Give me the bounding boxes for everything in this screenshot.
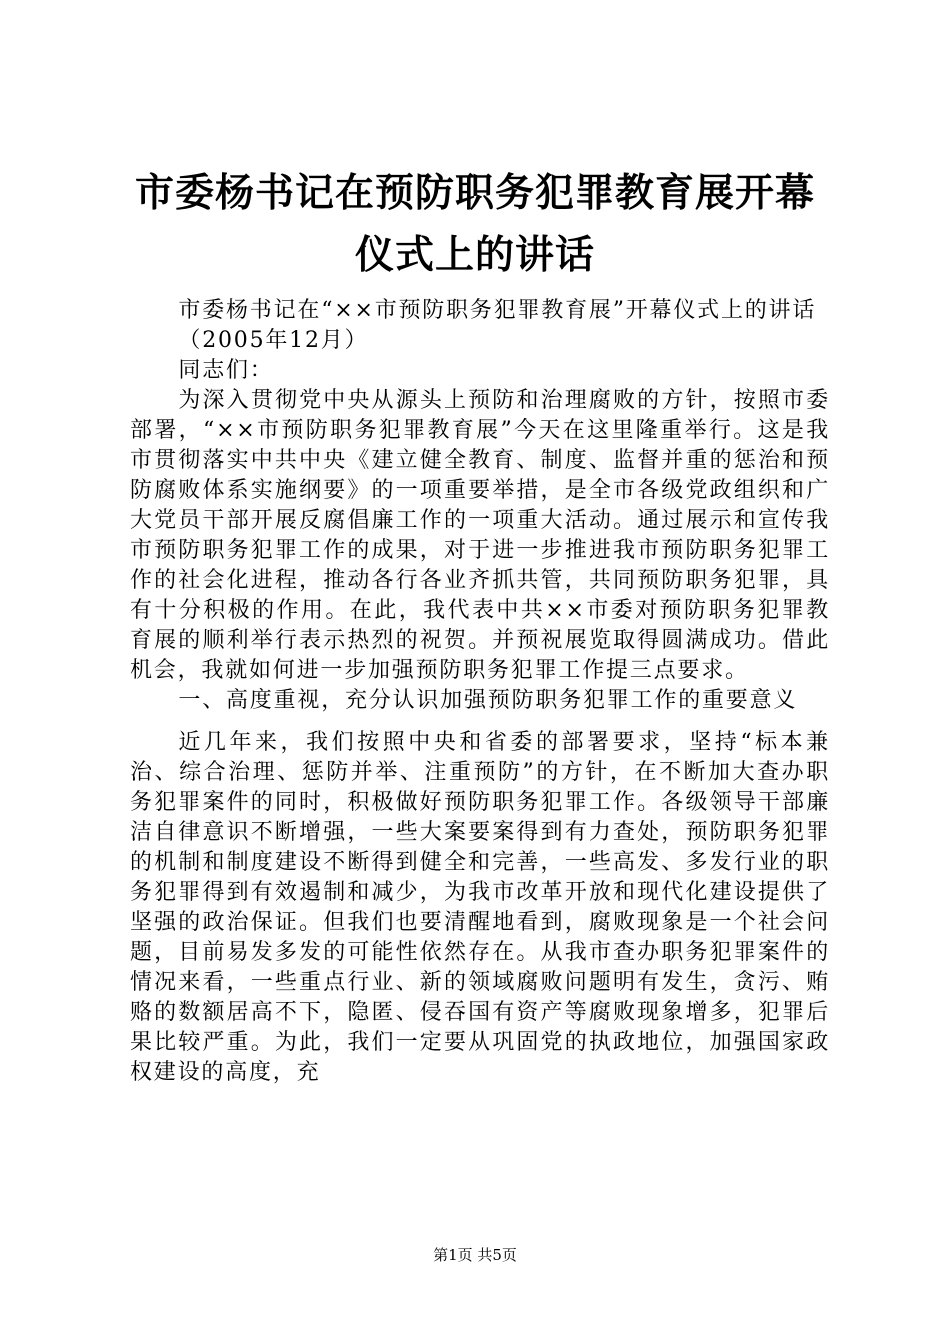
- document-body: [130, 296, 830, 1088]
- document-title: 市委杨书记在预防职务犯罪教育展开幕仪式上的讲话: [134, 170, 815, 278]
- section-paragraph: 近几年来，我们按照中央和省委的部署要求，坚持“标本兼治、综合治理、惩防并举、注重预防”的方针，在不断加大查办职务犯罪案件的同时，积极做好预防职务犯罪工作。各级领导干部廉洁自律意识不断增强，一些大案要案得到有力查处，预防职务犯罪的机制和制度建设不断得到健全和完善，一些高发、多发行业的职务犯罪得到有效遏制和减少，为我市改革开放和现代化建设提供了坚强的政治保证。但我们也要清醒地看到，腐败现象是一个社会问题，目前易发多发的可能性依然存在。从我市查办职务犯罪案件的情况来看，一些重点行业、新的领域腐败问题明有发生，贪污、贿赂的数额居高不下，隐匿、侵吞国有资产等腐败现象增多，犯罪后果比较严重。为此，我们一定要从巩固党的执政地位，加强国家政权建设的高度，充: [130, 730, 830, 1085]
- section-heading: 一、高度重视，充分认识加强预防职务犯罪工作的重要意义: [178, 688, 798, 713]
- subtitle-line: 市委杨书记在“××市预防职务犯罪教育展”开幕仪式上的讲话: [178, 298, 817, 323]
- date-line: （2005年12月）: [178, 328, 369, 353]
- body-paragraph: 为深入贯彻党中央从源头上预防和治理腐败的方针，按照市委部署，“××市预防职务犯罪教育展”今天在这里隆重举行。这是我市贯彻落实中共中央《建立健全教育、制度、监督并重的惩治和预防腐败体系实施纲要》的一项重要举措，是全市各级党政组织和广大党员干部开展反腐倡廉工作的一项重大活动。通过展示和宣传我市预防职务犯罪工作的成果，对于进一步推进我市预防职务犯罪工作的社会化进程，推动各行各业齐抓共管，共同预防职务犯罪，具有十分积极的作用。在此，我代表中共××市委对预防职务犯罪教育展的顺利举行表示热烈的祝贺。并预祝展览取得圆满成功。借此机会，我就如何进一步加强预防职务犯罪工作提三点要求。: [130, 388, 830, 683]
- page-footer: 第1页 共5页: [433, 1246, 517, 1264]
- salutation: 同志们：: [178, 358, 274, 383]
